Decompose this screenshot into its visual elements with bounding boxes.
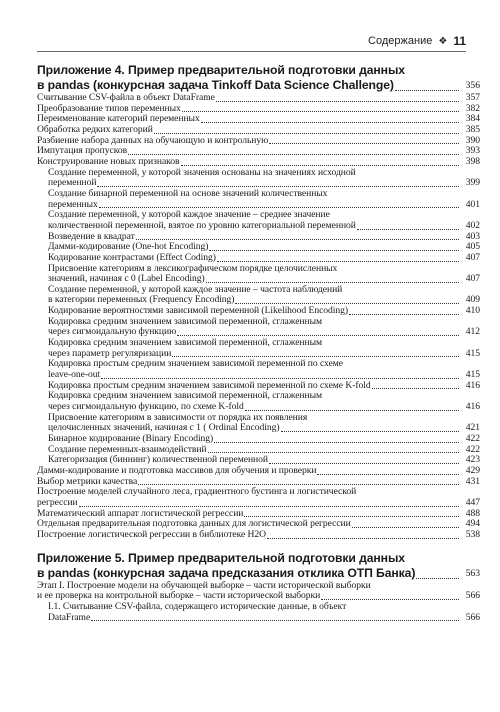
toc-entry-page: 399 [465, 177, 480, 189]
toc-entry-page: 447 [465, 496, 480, 508]
toc-subentry-line[interactable] [37, 189, 480, 200]
toc-entry-page: 398 [465, 155, 480, 167]
toc-entry-title: Дамми-кодирование и подготовка массивов для обучения и проверки [37, 464, 317, 476]
toc-entry-title: Возведение в квадрат [48, 230, 135, 242]
toc-entry-title: leave-one-out [48, 369, 101, 381]
toc-entry-page: 423 [465, 454, 480, 466]
toc-entry-title: Создание переменной, у которой значения основаны на значениях исходной [48, 166, 356, 178]
toc-entry-page: 422 [465, 433, 480, 444]
toc-entry[interactable] [37, 530, 480, 541]
toc-entry-title: Присвоение категориям в лексикографическом порядке целочисленных [48, 262, 338, 274]
dot-leader [99, 207, 459, 208]
appendix-5-title-line2: в pandas (конкурсная задача предсказания отклика ОТП Банка) [37, 565, 416, 580]
header-rule [37, 51, 466, 52]
toc-entry-page: 403 [465, 230, 480, 242]
dot-leader [372, 388, 459, 389]
dot-leader [395, 90, 459, 91]
dot-leader [128, 154, 459, 155]
dot-leader [154, 133, 459, 134]
appendix-4-page: 356 [465, 80, 480, 92]
appendix-5-page: 563 [465, 567, 480, 579]
toc-entry-title: в категории переменных (Frequency Encoding) [48, 294, 235, 306]
toc-entry-title: Кодировка простым средним значением зависимой переменной по схеме K-fold [48, 379, 371, 391]
toc-entry-title: Создание переменных-взаимодействий [48, 443, 207, 455]
toc-entry-title: Бинарное кодирование (Binary Encoding) [48, 433, 214, 444]
toc-entry-page: 566 [465, 611, 480, 623]
toc-entry-title: Создание переменной, у которой каждое значение – частота наблюдений [48, 283, 343, 295]
dot-leader [214, 442, 459, 443]
dot-leader [416, 578, 459, 579]
appendix-5-heading [37, 551, 480, 566]
toc-entry-page: 422 [465, 443, 480, 455]
toc-entry-title: через параметр регуляризации [48, 347, 172, 359]
toc-entry-page: 382 [465, 102, 480, 114]
dot-leader [182, 111, 459, 112]
toc-entry-title: I.1. Считывание CSV-файла, содержащего исторические данные, в объект [48, 600, 347, 612]
toc-entry-page: 409 [465, 294, 480, 306]
toc-entry-page: 407 [465, 273, 480, 285]
running-header [358, 33, 466, 49]
toc-entry-title: Кодирование контрастами (Effect Coding) [48, 251, 216, 263]
dot-leader [357, 229, 459, 230]
toc-entry-title: Обработка редких категорий [37, 123, 153, 135]
toc-subentry-line[interactable] [37, 359, 480, 370]
toc-subentry[interactable] [37, 613, 480, 624]
toc-entry-page: 384 [465, 113, 480, 125]
toc-entry-title: Кодировка средним значением зависимой переменной, сглаженным [48, 337, 323, 349]
diamond-ornament-icon: ❖ [438, 35, 448, 47]
toc-entry-title: регрессии [37, 496, 78, 508]
dot-leader [201, 122, 459, 123]
toc-entry-page: 405 [465, 241, 480, 253]
toc-entry-page: 431 [465, 475, 480, 487]
dot-leader [97, 186, 459, 187]
page-number: 11 [453, 34, 466, 48]
toc-entry-page: 393 [465, 145, 480, 157]
dot-leader [208, 452, 460, 453]
dot-leader [138, 484, 459, 485]
dot-leader [352, 527, 459, 528]
dot-leader [267, 538, 459, 539]
section-gap [37, 541, 480, 551]
toc-entry-page: 385 [465, 123, 480, 135]
toc-entry-title: Выбор метрики качества [37, 475, 138, 487]
toc-entry-title: количественной переменной, взятое по уровню категориальной переменной [48, 219, 356, 231]
toc-entry-page: 390 [465, 134, 480, 146]
dot-leader [317, 474, 459, 475]
dot-leader [217, 261, 459, 262]
dot-leader [101, 378, 459, 379]
toc-entry-page: 416 [465, 401, 480, 413]
dot-leader [209, 250, 459, 251]
toc-entry-page: 415 [465, 369, 480, 381]
toc-entry-title: Построение моделей случайного леса, градиентного бустинга и логистической [37, 486, 357, 498]
toc-entry-line[interactable] [37, 487, 480, 498]
toc-entry-page: 494 [465, 518, 480, 530]
toc-entry-page: 429 [465, 464, 480, 476]
toc-entry-title: Создание бинарной переменной на основе значений количественных [48, 187, 328, 199]
toc-entry-title: Кодировка средним значением зависимой переменной, сглаженным [48, 390, 323, 402]
toc-subentry-line[interactable] [37, 168, 480, 179]
toc-subentry[interactable] [37, 253, 480, 264]
dot-leader [269, 143, 459, 144]
dot-leader [177, 335, 459, 336]
toc-entry-page: 538 [465, 528, 480, 540]
appendix-5-heading-line2 [37, 566, 480, 581]
toc-entry[interactable] [37, 498, 480, 509]
toc-entry-title: Конструирование новых признаков [37, 155, 180, 167]
toc-entry-page: 488 [465, 507, 480, 519]
toc-entry-title: Считывание CSV-файла в объект DataFrame [37, 92, 215, 103]
toc-entry-title: Создание переменной, у которой каждое значение – среднее значение [48, 209, 330, 221]
toc-entry-title: Кодировка средним значением зависимой переменной, сглаженным [48, 315, 323, 327]
dot-leader [244, 516, 459, 517]
dot-leader [136, 239, 459, 240]
toc-entry-title: и ее проверка на контрольной выборке – части исторической выборки [37, 590, 321, 602]
toc-entry-title: Разбиение набора данных на обучающую и контрольную [37, 134, 269, 146]
toc-entry-page: 357 [465, 92, 480, 103]
toc-subentry[interactable] [37, 221, 480, 232]
appendix-4-heading [37, 63, 480, 78]
toc-entry-page: 401 [465, 198, 480, 210]
dot-leader [269, 463, 459, 464]
toc-entry-page: 407 [465, 251, 480, 263]
section-title: Содержание [368, 35, 433, 47]
toc-entry-title: Кодирование вероятностями зависимой переменной (Likelihood Encoding) [48, 305, 349, 317]
toc-entry-page: 566 [465, 590, 480, 602]
dot-leader [281, 431, 459, 432]
toc-entry-title: Категоризация (биннинг) количественной переменной [48, 454, 268, 466]
toc-entry-page: 421 [465, 422, 480, 434]
toc-entry-title: Отдельная предварительная подготовка данных для логистической регрессии [37, 518, 351, 530]
dot-leader [349, 314, 459, 315]
appendix-5-title-line1: Приложение 5. Пример предварительной подготовки данных [37, 550, 405, 565]
toc-entry-title: Кодировка простым средним значением зависимой переменной по схеме [48, 358, 344, 370]
toc-subentry-line[interactable] [37, 602, 480, 613]
dot-leader [181, 165, 459, 166]
toc-entry-title: через сигмоидальную функцию [48, 326, 177, 338]
appendix-4-title-line2: в pandas (конкурсная задача Tinkoff Data Science Challenge) [37, 78, 394, 92]
toc-entry-page: 415 [465, 347, 480, 359]
toc-entry-title: Этап I. Построение модели на обучающей выборке – части исторической выборки [37, 579, 371, 591]
dot-leader [79, 506, 459, 507]
toc-entry-title: через сигмоидальную функцию, по схеме K-fold [48, 401, 244, 413]
dot-leader [206, 282, 459, 283]
toc-entry-page: 410 [465, 305, 480, 317]
toc-entry-title: Преобразование типов переменных [37, 102, 181, 114]
toc-entry-title: переменных [48, 198, 98, 210]
dot-leader [172, 356, 459, 357]
dot-leader [245, 410, 459, 411]
toc-entry[interactable] [37, 157, 480, 168]
toc-entry-page: 402 [465, 219, 480, 231]
dot-leader [235, 303, 459, 304]
dot-leader [321, 599, 459, 600]
toc-entry-title: DataFrame [48, 611, 91, 623]
dot-leader [216, 101, 459, 102]
appendix-4-heading-line2 [37, 78, 480, 93]
table-of-contents [37, 63, 480, 623]
toc-entry-page: 412 [465, 326, 480, 338]
toc-entry-title: Присвоение категориям в зависимости от порядка их появления [48, 411, 308, 423]
appendix-4-title-line1: Приложение 4. Пример предварительной подготовки данных [37, 63, 405, 77]
toc-entry-title: Построение логистической регрессии в библиотеке H2O [37, 528, 267, 540]
toc-entry-title: Дамми-кодирование (One-hot Encoding) [48, 241, 209, 253]
toc-entry-title: переменной [48, 177, 97, 189]
toc-entry-title: целочисленных значений, начиная с 1 ( Ordinal Encoding) [48, 422, 280, 434]
toc-entry-title: значений, начиная с 0 (Label Encoding) [48, 273, 205, 285]
toc-entry-title: Математический аппарат логистической регрессии [37, 507, 244, 519]
toc-entry-page: 416 [465, 379, 480, 391]
toc-entry-title: Переименование категорий переменных [37, 113, 200, 125]
toc-entry-title: Импутация пропусков [37, 145, 128, 157]
dot-leader [91, 620, 459, 621]
